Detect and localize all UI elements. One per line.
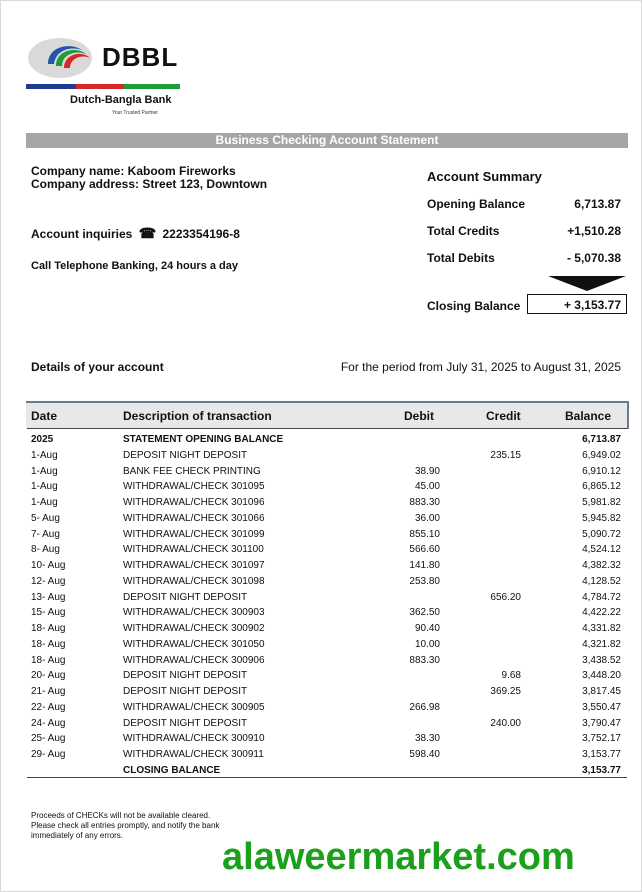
cell-date: 18- Aug — [31, 638, 66, 650]
brand-name: DBBL — [102, 42, 179, 72]
cell-description: CLOSING BALANCE — [123, 764, 221, 776]
cell-balance: 5,981.82 — [582, 497, 621, 508]
details-label: Details of your account — [31, 360, 164, 374]
table-row — [0, 655, 642, 671]
cell-balance: 4,524.12 — [582, 544, 621, 556]
table-row — [0, 733, 642, 749]
cell-description: DEPOSIT NIGHT DEPOSIT — [123, 449, 248, 461]
summary-title: Account Summary — [427, 169, 542, 184]
table-divider — [27, 428, 627, 429]
cell-date: 24- Aug — [31, 717, 66, 729]
company-address: Company address: Street 123, Downtown — [31, 177, 268, 191]
cell-balance: 4,128.52 — [582, 575, 621, 587]
cell-balance: 5,090.72 — [582, 528, 621, 540]
table-row — [0, 765, 642, 781]
cell-balance: 3,448.20 — [582, 670, 621, 682]
cell-description: WITHDRAWAL/CHECK 301097 — [123, 560, 265, 571]
cell-date: 8- Aug — [31, 544, 60, 556]
closing-balance-value: + 3,153.77 — [563, 298, 621, 312]
total-debits-value: - 5,070.38 — [566, 251, 621, 265]
cell-balance: 3,790.47 — [582, 717, 621, 729]
total-credits-value: +1,510.28 — [567, 224, 621, 238]
table-row — [0, 544, 642, 560]
transaction-table-header — [26, 401, 629, 429]
telephone-banking-note: Call Telephone Banking, 24 hours a day — [31, 260, 239, 272]
cell-balance: 3,153.77 — [582, 764, 621, 776]
cell-balance: 4,382.32 — [582, 560, 621, 571]
header-balance: Balance — [565, 409, 612, 423]
header-credit: Credit — [486, 409, 521, 423]
statement-period: For the period from July 31, 2025 to August 31, 2025 — [340, 360, 621, 374]
cell-balance: 6,910.12 — [582, 465, 621, 477]
down-arrow-icon — [548, 276, 626, 291]
cell-description: WITHDRAWAL/CHECK 301066 — [123, 512, 265, 524]
table-row — [0, 497, 642, 513]
cell-date: 29- Aug — [31, 749, 66, 760]
bank-logo — [26, 36, 186, 126]
account-inquiries-label: Account inquiries — [31, 227, 133, 241]
cell-balance: 6,949.02 — [582, 449, 621, 461]
footnote: Proceeds of CHECKs will not be available cleared. Please check all entries promptly, and notify the bank immediately of any errors. — [31, 811, 220, 840]
cell-balance: 3,752.17 — [582, 733, 621, 745]
cell-date: 22- Aug — [31, 701, 66, 713]
cell-description: WITHDRAWAL/CHECK 300910 — [123, 733, 265, 745]
cell-credit: 369.25 — [490, 686, 521, 697]
cell-description: WITHDRAWAL/CHECK 301098 — [123, 575, 265, 587]
account-inquiries — [31, 225, 240, 242]
cell-balance: 3,550.47 — [582, 701, 621, 713]
table-row — [0, 434, 642, 450]
cell-description: WITHDRAWAL/CHECK 300906 — [123, 654, 265, 666]
logo-stripe-green — [124, 84, 180, 89]
cell-description: WITHDRAWAL/CHECK 300911 — [123, 749, 264, 760]
cell-date: 20- Aug — [31, 670, 66, 682]
cell-date: 1-Aug — [31, 481, 58, 493]
table-row — [0, 466, 642, 482]
table-row — [0, 450, 642, 466]
total-debits-label: Total Debits — [427, 251, 495, 265]
cell-balance: 4,321.82 — [582, 638, 621, 650]
logo-stripe-blue — [26, 84, 76, 89]
watermark: alaweermarket.com — [222, 836, 575, 878]
table-row — [0, 560, 642, 576]
opening-balance-value: 6,713.87 — [574, 197, 621, 211]
cell-date: 15- Aug — [31, 607, 66, 619]
cell-balance: 3,438.52 — [582, 654, 621, 666]
bank-tagline: Your Trusted Partner — [112, 110, 158, 116]
cell-debit: 362.50 — [409, 607, 440, 619]
statement-title: Business Checking Account Statement — [26, 133, 628, 148]
cell-description: DEPOSIT NIGHT DEPOSIT — [123, 670, 248, 682]
cell-debit: 883.30 — [409, 654, 440, 666]
table-bottom-rule — [27, 777, 627, 778]
cell-balance: 6,865.12 — [582, 481, 621, 493]
cell-date: 5- Aug — [31, 512, 60, 524]
table-row — [0, 670, 642, 686]
table-row — [0, 481, 642, 497]
header-date: Date — [31, 409, 58, 423]
cell-description: DEPOSIT NIGHT DEPOSIT — [123, 591, 248, 603]
cell-debit: 38.90 — [414, 465, 440, 477]
cell-balance: 4,784.72 — [582, 591, 621, 603]
cell-date: 18- Aug — [31, 654, 66, 666]
cell-debit: 90.40 — [414, 623, 440, 634]
cell-description: WITHDRAWAL/CHECK 300905 — [123, 701, 265, 713]
account-inquiries-phone: 2223354196-8 — [162, 227, 240, 241]
cell-credit: 240.00 — [490, 717, 521, 729]
cell-date: 1-Aug — [31, 449, 58, 461]
cell-balance: 3,817.45 — [582, 686, 621, 697]
cell-debit: 566.60 — [409, 544, 440, 556]
table-row — [0, 513, 642, 529]
telephone-icon: ☎ — [138, 225, 157, 241]
cell-description: BANK FEE CHECK PRINTING — [123, 465, 261, 477]
cell-description: STATEMENT OPENING BALANCE — [123, 434, 284, 445]
table-row — [0, 718, 642, 734]
cell-credit: 9.68 — [501, 670, 521, 682]
cell-description: WITHDRAWAL/CHECK 300902 — [123, 623, 265, 634]
cell-date: 13- Aug — [31, 591, 66, 603]
cell-balance: 4,422.22 — [582, 607, 621, 619]
cell-debit: 883.30 — [409, 497, 440, 508]
table-row — [0, 639, 642, 655]
cell-date: 2025 — [31, 434, 54, 445]
cell-balance: 5,945.82 — [582, 512, 621, 524]
company-name: Company name: Kaboom Fireworks — [31, 164, 236, 178]
cell-date: 12- Aug — [31, 575, 66, 587]
cell-description: WITHDRAWAL/CHECK 301100 — [123, 544, 264, 556]
total-credits-label: Total Credits — [427, 224, 500, 238]
cell-date: 1-Aug — [31, 497, 58, 508]
cell-date: 21- Aug — [31, 686, 66, 697]
cell-description: WITHDRAWAL/CHECK 300903 — [123, 607, 265, 619]
bank-full-name: Dutch-Bangla Bank — [70, 94, 172, 106]
header-debit: Debit — [404, 409, 434, 423]
cell-description: WITHDRAWAL/CHECK 301050 — [123, 638, 265, 650]
closing-balance-label: Closing Balance — [427, 299, 521, 313]
cell-date: 18- Aug — [31, 623, 66, 634]
cell-date: 10- Aug — [31, 560, 66, 571]
cell-debit: 266.98 — [409, 701, 440, 713]
dbbl-emblem-icon — [26, 36, 106, 86]
header-description: Description of transaction — [123, 409, 272, 423]
table-row — [0, 592, 642, 608]
cell-debit: 45.00 — [414, 481, 440, 493]
cell-debit: 141.80 — [409, 560, 440, 571]
cell-debit: 10.00 — [414, 638, 440, 650]
table-row — [0, 749, 642, 765]
table-row — [0, 686, 642, 702]
cell-debit: 855.10 — [409, 528, 440, 540]
cell-balance: 3,153.77 — [582, 749, 621, 760]
cell-credit: 235.15 — [490, 449, 521, 461]
table-row — [0, 623, 642, 639]
logo-stripe-red — [76, 84, 124, 89]
cell-description: DEPOSIT NIGHT DEPOSIT — [123, 686, 248, 697]
cell-description: WITHDRAWAL/CHECK 301096 — [123, 497, 265, 508]
cell-date: 25- Aug — [31, 733, 66, 745]
table-row — [0, 576, 642, 592]
cell-description: WITHDRAWAL/CHECK 301099 — [123, 528, 265, 540]
cell-date: 7- Aug — [31, 528, 60, 540]
cell-date: 1-Aug — [31, 465, 58, 477]
cell-debit: 253.80 — [409, 575, 440, 587]
table-row — [0, 529, 642, 545]
cell-credit: 656.20 — [490, 591, 521, 603]
cell-debit: 598.40 — [409, 749, 440, 760]
cell-debit: 38.30 — [414, 733, 440, 745]
cell-debit: 36.00 — [414, 512, 440, 524]
cell-balance: 4,331.82 — [582, 623, 621, 634]
cell-description: DEPOSIT NIGHT DEPOSIT — [123, 717, 248, 729]
opening-balance-label: Opening Balance — [427, 197, 526, 211]
cell-balance: 6,713.87 — [582, 434, 621, 445]
cell-description: WITHDRAWAL/CHECK 301095 — [123, 481, 265, 493]
table-row — [0, 607, 642, 623]
table-row — [0, 702, 642, 718]
